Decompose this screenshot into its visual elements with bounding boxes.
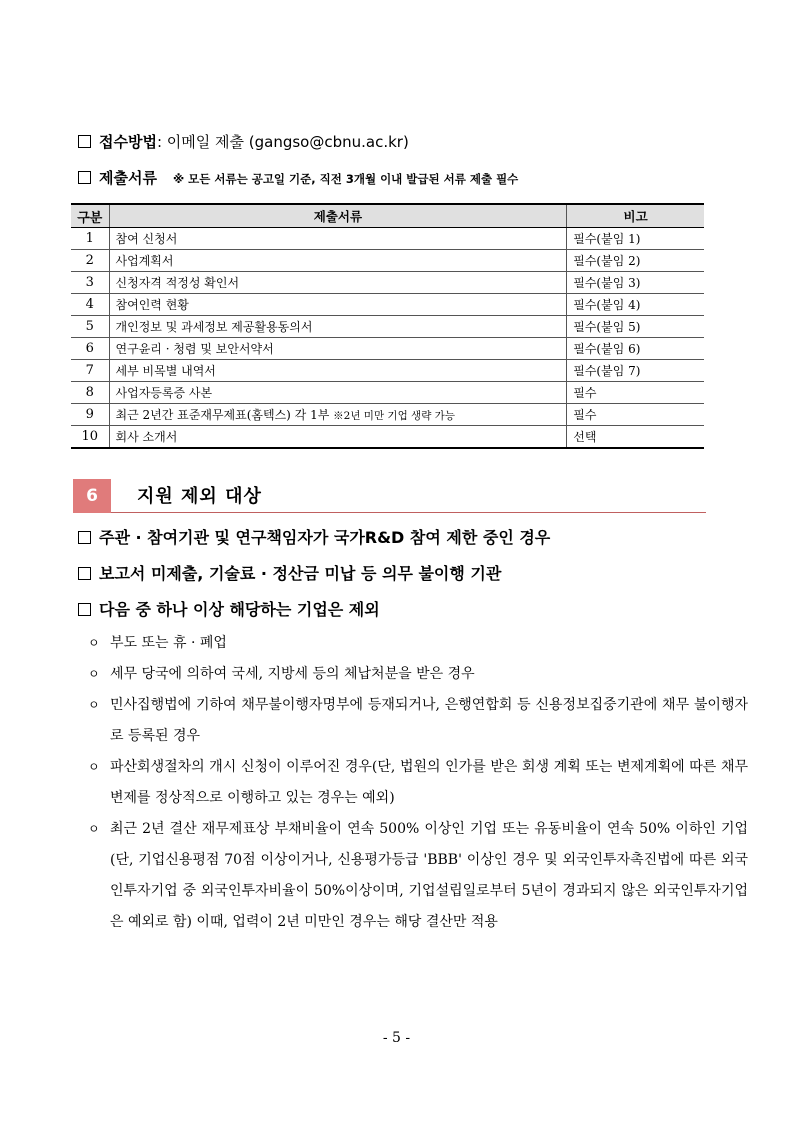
circle-bullet-icon: ㅇ — [88, 667, 100, 681]
table-row — [71, 316, 704, 338]
cell-doc: 참여인력 현황 — [109, 294, 567, 316]
cell-note: 필수 — [567, 404, 704, 426]
table-row — [71, 294, 704, 316]
cell-no: 5 — [71, 316, 109, 338]
cell-doc: 참여 신청서 — [109, 228, 567, 250]
table-row — [71, 228, 704, 250]
cell-doc — [109, 404, 567, 426]
circle-bullet-icon: ㅇ — [88, 698, 100, 712]
documents-label: 제출서류 — [99, 169, 157, 187]
cell-no: 2 — [71, 250, 109, 272]
exclusion-text: 보고서 미제출, 기술료 · 정산금 미납 등 의무 불이행 기관 — [99, 564, 502, 583]
checkbox-square-icon — [78, 531, 91, 544]
documents-table — [71, 203, 704, 449]
checkbox-square-icon — [78, 171, 91, 184]
table-header-row — [71, 204, 704, 228]
circle-bullet-icon: ㅇ — [88, 822, 100, 836]
cell-no: 6 — [71, 338, 109, 360]
bullet-text: 민사집행법에 기하여 채무불이행자명부에 등재되거나, 은행연합회 등 신용정보집중기관에 채무 불이행자로 등록된 경우 — [110, 697, 748, 744]
bullet-text: 부도 또는 휴 · 폐업 — [110, 635, 227, 651]
cell-note: 필수(붙임 4) — [567, 294, 704, 316]
list-item — [88, 752, 748, 814]
cell-note: 필수(붙임 6) — [567, 338, 704, 360]
documents-note: ※ 모든 서류는 공고일 기준, 직전 3개월 이내 발급된 서류 제출 필수 — [172, 172, 519, 186]
header-note: 비고 — [567, 204, 704, 228]
list-item — [88, 628, 748, 659]
cell-note: 필수(붙임 5) — [567, 316, 704, 338]
table-row — [71, 360, 704, 382]
cell-no: 3 — [71, 272, 109, 294]
cell-note: 필수(붙임 3) — [567, 272, 704, 294]
section-6-header — [73, 479, 706, 513]
circle-bullet-icon: ㅇ — [88, 760, 100, 774]
table-row — [71, 250, 704, 272]
submission-value: : 이메일 제출 (gangso@cbnu.ac.kr) — [156, 133, 409, 151]
section-divider — [111, 512, 706, 513]
section-number-badge: 6 — [73, 479, 111, 513]
checkbox-square-icon — [78, 567, 91, 580]
exclusion-text: 주관 · 참여기관 및 연구책임자가 국가R&D 참여 제한 중인 경우 — [99, 528, 551, 547]
checkbox-square-icon — [78, 135, 91, 148]
cell-no: 1 — [71, 228, 109, 250]
bullet-text: 세무 당국에 의하여 국세, 지방세 등의 체납처분을 받은 경우 — [110, 666, 475, 682]
table-row — [71, 426, 704, 449]
checkbox-square-icon — [78, 603, 91, 616]
table-row — [71, 272, 704, 294]
documents-line — [78, 167, 518, 188]
cell-doc: 사업계획서 — [109, 250, 567, 272]
table-row — [71, 382, 704, 404]
cell-doc: 회사 소개서 — [109, 426, 567, 449]
submission-label: 접수방법 — [99, 133, 157, 151]
cell-doc-text: 최근 2년간 표준재무제표(홈텍스) 각 1부 — [115, 408, 330, 422]
header-no: 구분 — [71, 204, 109, 228]
exclusion-item — [78, 561, 501, 584]
cell-note: 필수(붙임 1) — [567, 228, 704, 250]
cell-note: 선택 — [567, 426, 704, 449]
list-item — [88, 814, 748, 938]
table-row — [71, 404, 704, 426]
cell-no: 4 — [71, 294, 109, 316]
cell-doc-note: ※2년 미만 기업 생략 가능 — [333, 410, 455, 422]
header-doc: 제출서류 — [109, 204, 567, 228]
page-number: - 5 - — [382, 1030, 411, 1046]
cell-doc: 신청자격 적정성 확인서 — [109, 272, 567, 294]
cell-note: 필수 — [567, 382, 704, 404]
cell-no: 8 — [71, 382, 109, 404]
circle-bullet-icon: ㅇ — [88, 636, 100, 650]
table-row — [71, 338, 704, 360]
exclusion-text: 다음 중 하나 이상 해당하는 기업은 제외 — [99, 600, 380, 619]
cell-doc: 세부 비목별 내역서 — [109, 360, 567, 382]
cell-doc: 사업자등록증 사본 — [109, 382, 567, 404]
cell-doc: 연구윤리 · 청렴 및 보안서약서 — [109, 338, 567, 360]
submission-method-line — [78, 131, 409, 152]
cell-doc: 개인정보 및 과세정보 제공활용동의서 — [109, 316, 567, 338]
bullet-text: 최근 2년 결산 재무제표상 부채비율이 연속 500% 이상인 기업 또는 유동비율이 연속 50% 이하인 기업(단, 기업신용평점 70점 이상이거나, 신용평가등급 'BBB' 이상인 경우 및 외국인투자촉진법에 따른 외국인투자기업 중 외국인투자비율이 50%이상이며, 기업설립일로부터 5년이 경과되지 않은 외국인투자기업은 예외로 함) 이때, 업력이 2년 미만인 경우는 해당 결산만 적용 — [110, 821, 748, 930]
exclusion-bullet-list — [88, 628, 748, 938]
cell-no: 7 — [71, 360, 109, 382]
exclusion-item — [78, 525, 550, 548]
cell-note: 필수(붙임 7) — [567, 360, 704, 382]
list-item — [88, 690, 748, 752]
cell-no: 10 — [71, 426, 109, 449]
list-item — [88, 659, 748, 690]
bullet-text: 파산회생절차의 개시 신청이 이루어진 경우(단, 법원의 인가를 받은 회생 계획 또는 변제계획에 따른 채무변제를 정상적으로 이행하고 있는 경우는 예외) — [110, 759, 748, 806]
exclusion-item — [78, 597, 380, 620]
cell-note: 필수(붙임 2) — [567, 250, 704, 272]
cell-no: 9 — [71, 404, 109, 426]
section-title: 지원 제외 대상 — [137, 486, 262, 507]
